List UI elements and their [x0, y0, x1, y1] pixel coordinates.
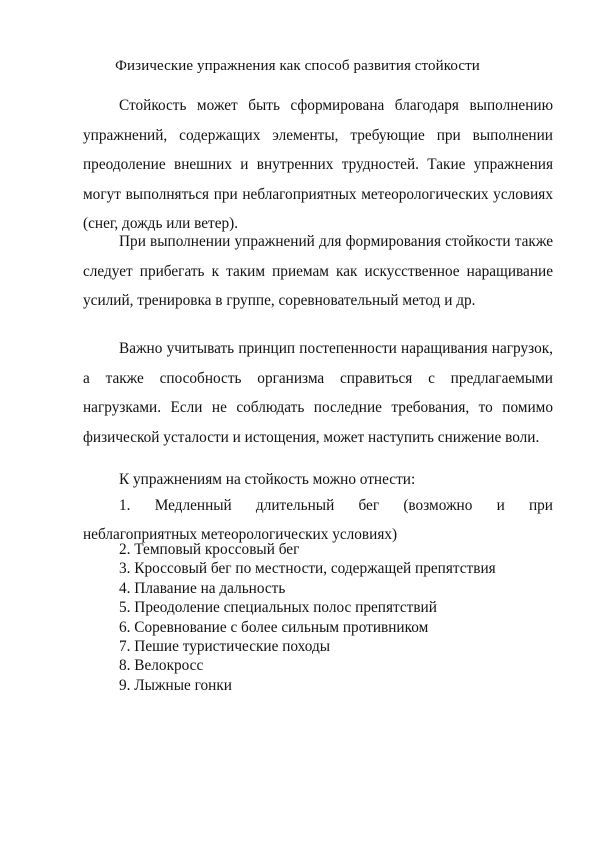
list-item-1-first-line — [83, 491, 553, 520]
list-item-1-word: и — [496, 497, 505, 514]
paragraph-3: Важно учитывать принцип постепенности наращивания нагрузок, а также способность организма справиться с предлагаемыми нагрузками. Если не соблюдать последние требования, то помимо физической усталости и истощения, может наступить снижение воли. — [83, 340, 553, 446]
list-intro: К упражнениям на стойкость можно отнести: — [119, 471, 416, 488]
list-item-1-word: длительный — [255, 497, 335, 514]
list-item: 3. Кроссовый бег по местности, содержащей препятствия — [119, 560, 496, 578]
paragraph-2: При выполнении упражнений для формирования стойкости также следует прибегать к таким приемам как искусственное наращивание усилий, тренировка в группе, соревновательный метод и др. — [83, 233, 553, 309]
list-item: 9. Лыжные гонки — [119, 676, 232, 694]
list-item-1-word: при — [528, 497, 553, 514]
list-item: 4. Плавание на дальность — [119, 579, 286, 597]
list-item: 2. Темповый кроссовый бег — [119, 541, 300, 558]
list-item: 5. Преодоление специальных полос препятствий — [119, 599, 437, 617]
exercise-list — [119, 540, 496, 695]
list-item-1-word: 1. — [119, 497, 131, 514]
list-item: 7. Пешие туристические походы — [119, 638, 331, 656]
list-item-1-word: (возможно — [403, 497, 473, 514]
list-item: 8. Велокросс — [119, 657, 204, 675]
list-item: 6. Соревнование с более сильным противником — [119, 618, 429, 636]
list-item-1-word: Медленный — [154, 497, 232, 514]
list-item-1-word: бег — [358, 497, 380, 514]
document-title: Физические упражнения как способ развития стойкости — [115, 58, 480, 74]
paragraph-1: Стойкость может быть сформирована благодаря выполнению упражнений, содержащих элементы, требующие при выполнении преодоление внешних и внутренних трудностей. Такие упражнения могут выполняться при неблагоприятных метеорологических условиях (снег, дождь или ветер). — [83, 97, 553, 232]
list-item-1-continuation: неблагоприятных метеорологических условиях) — [83, 526, 398, 543]
